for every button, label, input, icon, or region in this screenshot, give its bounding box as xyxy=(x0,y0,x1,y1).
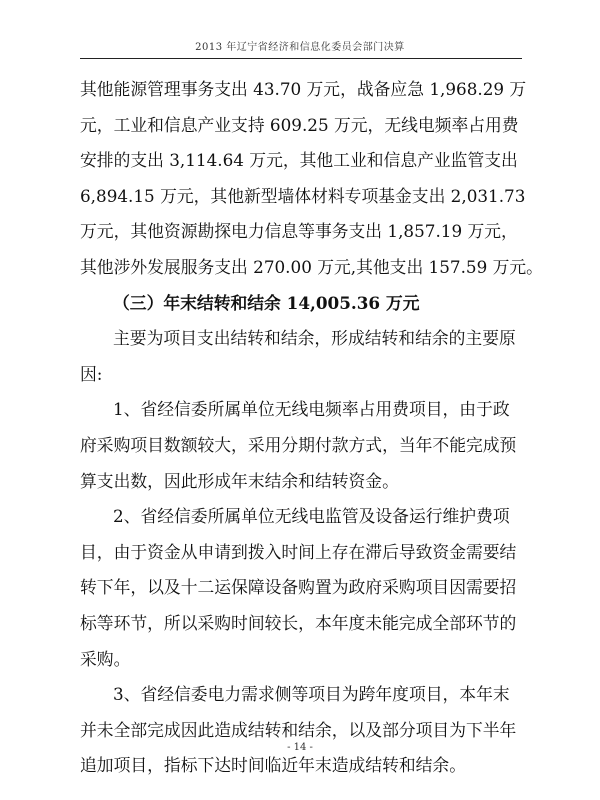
body-line: 1、省经信委所属单位无线电频率占用费项目，由于政 xyxy=(113,399,510,420)
body-line: 府采购项目数额较大，采用分期付款方式，当年不能完成预 xyxy=(80,434,517,455)
section-heading: （三）年末结转和结余 14,005.36 万元 xyxy=(113,292,420,313)
body-line: 主要为项目支出结转和结余，形成结转和结余的主要原 xyxy=(113,328,516,349)
header-divider xyxy=(80,58,522,59)
page-number: - 14 - xyxy=(287,742,313,753)
body-line: 采购。 xyxy=(80,648,131,669)
body-line: 3、省经信委电力需求侧等项目为跨年度项目，本年末 xyxy=(113,684,510,705)
body-line: 安排的支出 3,114.64 万元，其他工业和信息产业监管支出 xyxy=(80,150,518,171)
body-line: 追加项目，指标下达时间临近年末造成结转和结余。 xyxy=(80,755,466,776)
body-line: 2、省经信委所属单位无线电监管及设备运行维护费项 xyxy=(113,506,510,527)
body-line: 并未全部完成因此造成结转和结余，以及部分项目为下半年 xyxy=(80,719,517,740)
body-line: 6,894.15 万元，其他新型墙体材料专项基金支出 2,031.73 xyxy=(80,185,526,206)
body-line: 元，工业和信息产业支持 609.25 万元，无线电频率占用费 xyxy=(80,114,519,135)
body-line: 因: xyxy=(80,363,103,384)
body-line: 标等环节，所以采购时间较长，本年度未能完成全部环节的 xyxy=(80,612,517,633)
body-line: 其他能源管理事务支出 43.70 万元，战备应急 1,968.29 万 xyxy=(80,79,527,99)
body-line: 算支出数，因此形成年末结余和结转资金。 xyxy=(80,470,399,491)
page-header: 2013 年辽宁省经济和信息化委员会部门决算 xyxy=(195,42,405,53)
body-line: 转下年，以及十二运保障设备购置为政府采购项目因需要招 xyxy=(80,577,517,598)
body-line: 目，由于资金从申请到拨入时间上存在滞后导致资金需要结 xyxy=(80,541,517,562)
body-line: 其他涉外发展服务支出 270.00 万元,其他支出 157.59 万元。 xyxy=(80,256,543,277)
body-line: 万元，其他资源勘探电力信息等事务支出 1,857.19 万元， xyxy=(80,221,518,242)
document-body xyxy=(80,72,543,784)
